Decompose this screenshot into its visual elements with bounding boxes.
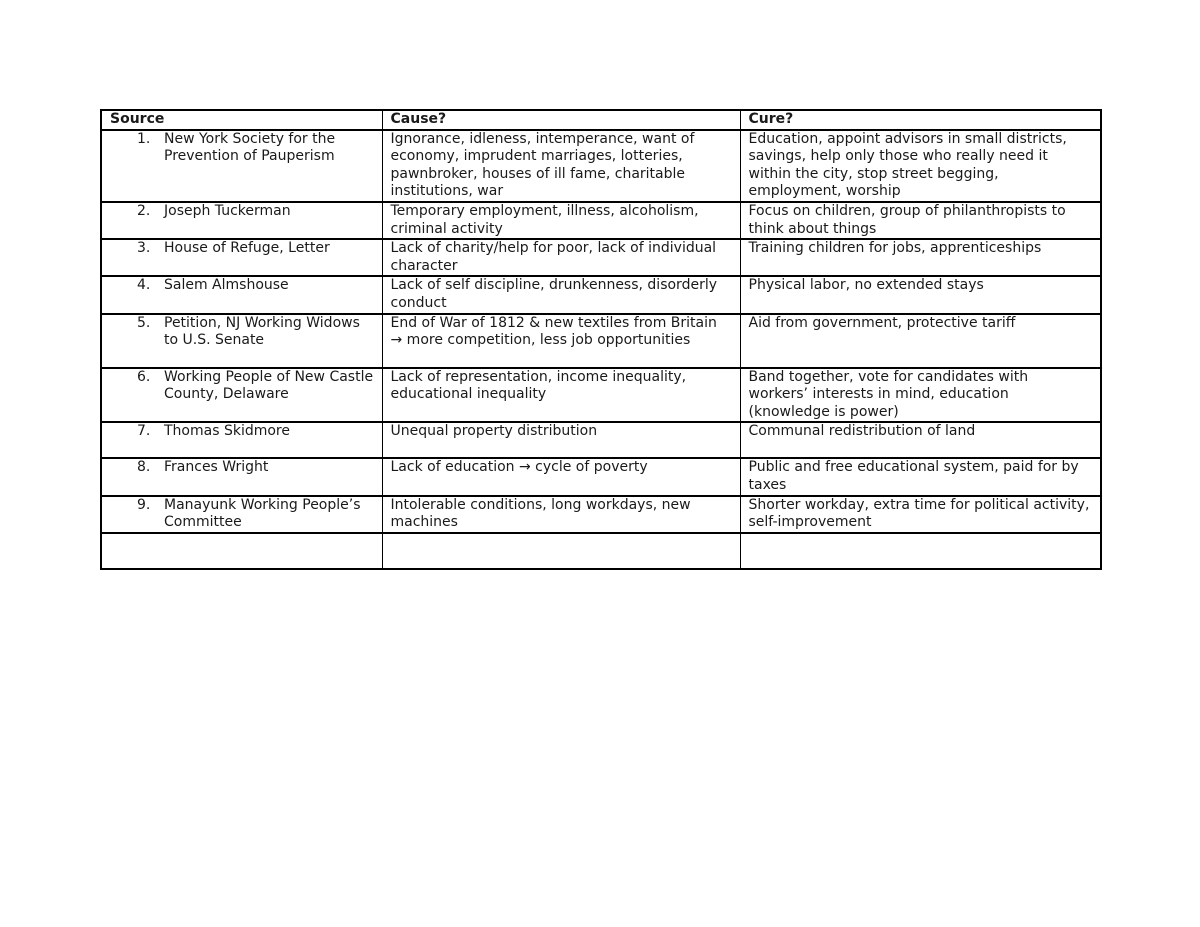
source-text: Working People of New Castle County, Delaware: [164, 368, 374, 403]
cause-cell: Temporary employment, illness, alcoholism, criminal activity: [382, 202, 740, 239]
table-row: [101, 130, 1101, 202]
table-row: [101, 368, 1101, 423]
cure-cell: Focus on children, group of philanthropists to think about things: [740, 202, 1101, 239]
source-cell: [101, 368, 382, 423]
cause-cell: Lack of education → cycle of poverty: [382, 458, 740, 495]
cause-cell: Lack of charity/help for poor, lack of individual character: [382, 239, 740, 276]
cause-cell: Lack of self discipline, drunkenness, disorderly conduct: [382, 276, 740, 313]
cure-cell: Communal redistribution of land: [740, 422, 1101, 458]
source-cause-cure-table: [100, 109, 1102, 570]
row-number: 2.: [137, 202, 151, 219]
cure-cell: Aid from government, protective tariff: [740, 314, 1101, 368]
cure-cell: Band together, vote for candidates with workers’ interests in mind, education (knowledge is power): [740, 368, 1101, 423]
cause-cell: Unequal property distribution: [382, 422, 740, 458]
source-text: Manayunk Working People’s Committee: [164, 496, 361, 531]
cure-cell: Physical labor, no extended stays: [740, 276, 1101, 313]
table-row: [101, 202, 1101, 239]
table-header-row: [101, 110, 1101, 130]
source-text: Frances Wright: [164, 459, 269, 476]
source-cell: [101, 496, 382, 533]
cure-cell: Shorter workday, extra time for political activity, self-improvement: [740, 496, 1101, 533]
empty-cell: [101, 533, 382, 569]
source-cell: [101, 202, 382, 239]
source-cell: [101, 458, 382, 495]
row-number: 7.: [137, 423, 151, 440]
header-cure: Cure?: [740, 110, 1101, 130]
source-cell: [101, 422, 382, 458]
row-number: 5.: [137, 314, 151, 331]
row-number: 8.: [137, 459, 151, 476]
header-source: Source: [101, 110, 382, 130]
source-cell: [101, 276, 382, 313]
row-number: 4.: [137, 277, 151, 294]
cause-cell: Lack of representation, income inequality, educational inequality: [382, 368, 740, 423]
cause-cell: Ignorance, idleness, intemperance, want of economy, imprudent marriages, lotteries, pawnbroker, houses of ill fame, charitable institutions, war: [382, 130, 740, 202]
row-number: 3.: [137, 240, 151, 257]
source-text: Joseph Tuckerman: [164, 202, 291, 219]
source-cell: [101, 130, 382, 202]
empty-cell: [740, 533, 1101, 569]
row-number: 6.: [137, 368, 151, 385]
table-row: [101, 422, 1101, 458]
source-text: House of Refuge, Letter: [164, 240, 330, 257]
source-text: New York Society for the Prevention of Pauperism: [164, 130, 336, 165]
source-cell: [101, 239, 382, 276]
header-cause: Cause?: [382, 110, 740, 130]
table-row: [101, 458, 1101, 495]
cure-cell: Education, appoint advisors in small districts, savings, help only those who really need it within the city, stop street begging, employment, worship: [740, 130, 1101, 202]
source-cell: [101, 314, 382, 368]
cure-cell: Training children for jobs, apprenticeships: [740, 239, 1101, 276]
empty-cell: [382, 533, 740, 569]
source-text: Thomas Skidmore: [164, 423, 290, 440]
row-number: 9.: [137, 496, 151, 513]
cure-cell: Public and free educational system, paid for by taxes: [740, 458, 1101, 495]
row-number: 1.: [137, 130, 151, 147]
table-row: [101, 314, 1101, 368]
table-row: [101, 496, 1101, 533]
table-row: [101, 239, 1101, 276]
cause-cell: Intolerable conditions, long workdays, new machines: [382, 496, 740, 533]
table-row-empty: [101, 533, 1101, 569]
source-text: Salem Almshouse: [164, 277, 289, 294]
source-text: Petition, NJ Working Widows to U.S. Senate: [164, 314, 360, 349]
table-row: [101, 276, 1101, 313]
cause-cell: End of War of 1812 & new textiles from Britain → more competition, less job opportunities: [382, 314, 740, 368]
